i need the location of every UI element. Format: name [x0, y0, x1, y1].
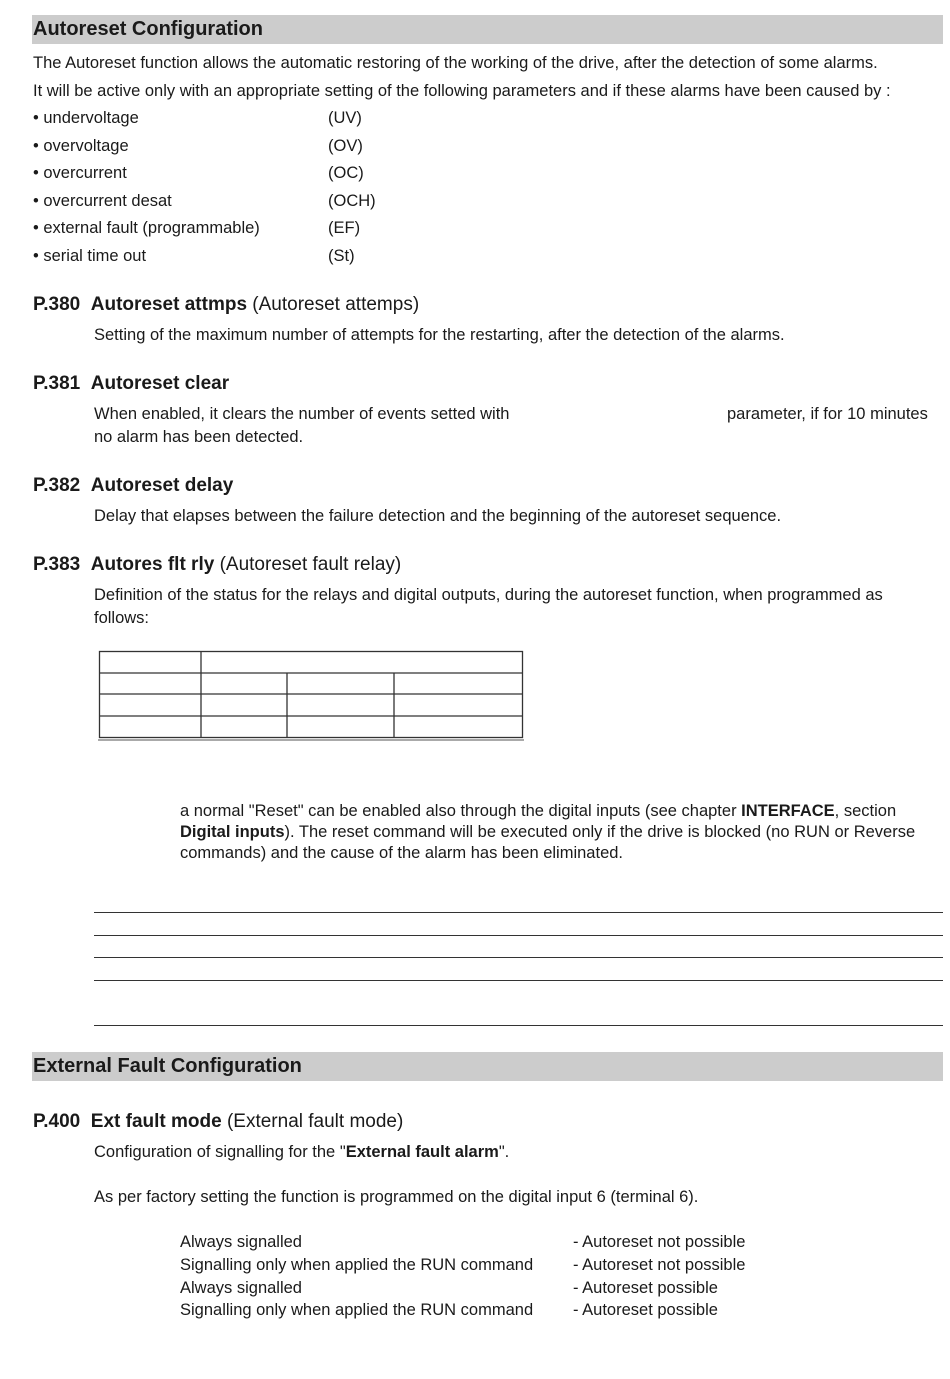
param-emphasis: External fault alarm [345, 1143, 499, 1161]
param-desc-p383-line1: Definition of the status for the relays and digital outputs, during the autoreset function, when programmed as [94, 586, 883, 604]
section-heading-autoreset: Autoreset Configuration [32, 15, 943, 44]
param-name: Autoreset delay [90, 475, 234, 496]
param-fullname: (Autoreset attemps) [252, 294, 420, 315]
divider-line [94, 1025, 943, 1026]
param-code: P.381 [33, 373, 81, 394]
alarm-code: (OCH) [328, 192, 376, 210]
note-emphasis: Digital inputs [180, 823, 285, 841]
param-fullname: (External fault mode) [226, 1111, 404, 1132]
param-name: Ext fault mode [90, 1111, 222, 1132]
param-title-p400 [33, 1110, 403, 1134]
param-desc-p400: Configuration of signalling for the "External fault alarm". [94, 1143, 510, 1161]
divider-line [94, 980, 943, 981]
divider-line [94, 935, 943, 936]
param-title-p382 [33, 474, 233, 498]
param-name: Autoreset attmps [90, 294, 248, 315]
param-code: P.382 [33, 475, 81, 496]
intro-line-1: The Autoreset function allows the automatic restoring of the working of the drive, after the detection of some alarms. [33, 54, 878, 72]
note-line-1: a normal "Reset" can be enabled also through the digital inputs (see chapter INTERFACE, section [180, 802, 897, 820]
param-code: P.380 [33, 294, 81, 315]
param-code: P.383 [33, 554, 81, 575]
param-desc-p381-a: When enabled, it clears the number of events setted with [94, 405, 510, 423]
mode-signal: Always signalled [180, 1279, 302, 1297]
param-factory-note: As per factory setting the function is programmed on the digital input 6 (terminal 6). [94, 1188, 699, 1206]
mode-reset: - Autoreset not possible [573, 1233, 746, 1251]
param-title-p381 [33, 372, 229, 396]
mode-signal: Signalling only when applied the RUN command [180, 1256, 534, 1274]
divider-line [94, 957, 943, 958]
relay-status-table [98, 650, 524, 741]
intro-line-2: It will be active only with an appropriate setting of the following parameters and if these alarms have been caused by : [33, 82, 891, 100]
mode-reset: - Autoreset possible [573, 1301, 718, 1319]
param-title-p383 [33, 553, 401, 577]
param-name: Autores flt rly [90, 554, 215, 575]
param-name: Autoreset clear [90, 373, 230, 394]
alarm-name: • external fault (programmable) [33, 219, 260, 237]
param-title-p380 [33, 293, 419, 317]
param-desc-p383-line2: follows: [94, 609, 150, 627]
param-code: P.400 [33, 1111, 81, 1132]
mode-signal: Always signalled [180, 1233, 302, 1251]
alarm-name: • undervoltage [33, 109, 139, 127]
alarm-name: • overvoltage [33, 137, 129, 155]
alarm-code: (OC) [328, 164, 364, 182]
mode-signal: Signalling only when applied the RUN command [180, 1301, 534, 1319]
mode-reset: - Autoreset not possible [573, 1256, 746, 1274]
mode-reset: - Autoreset possible [573, 1279, 718, 1297]
alarm-code: (EF) [328, 219, 361, 237]
param-desc-p382: Delay that elapses between the failure detection and the beginning of the autoreset sequence. [94, 507, 782, 525]
alarm-code: (St) [328, 247, 355, 265]
param-fullname: (Autoreset fault relay) [219, 554, 402, 575]
note-line-3: commands) and the cause of the alarm has been eliminated. [180, 844, 624, 862]
param-desc-p381-c: no alarm has been detected. [94, 428, 304, 446]
param-desc-p381-b: parameter, if for 10 minutes [727, 405, 928, 423]
note-emphasis: INTERFACE [741, 802, 835, 820]
alarm-name: • overcurrent desat [33, 192, 172, 210]
alarm-code: (OV) [328, 137, 363, 155]
alarm-name: • overcurrent [33, 164, 127, 182]
alarm-code: (UV) [328, 109, 362, 127]
alarm-name: • serial time out [33, 247, 147, 265]
section-heading-external-fault: External Fault Configuration [32, 1052, 943, 1081]
divider-line [94, 912, 943, 913]
param-desc-p380: Setting of the maximum number of attempts for the restarting, after the detection of the alarms. [94, 326, 785, 344]
note-line-2: Digital inputs). The reset command will be executed only if the drive is blocked (no RUN or Reverse [180, 823, 916, 841]
